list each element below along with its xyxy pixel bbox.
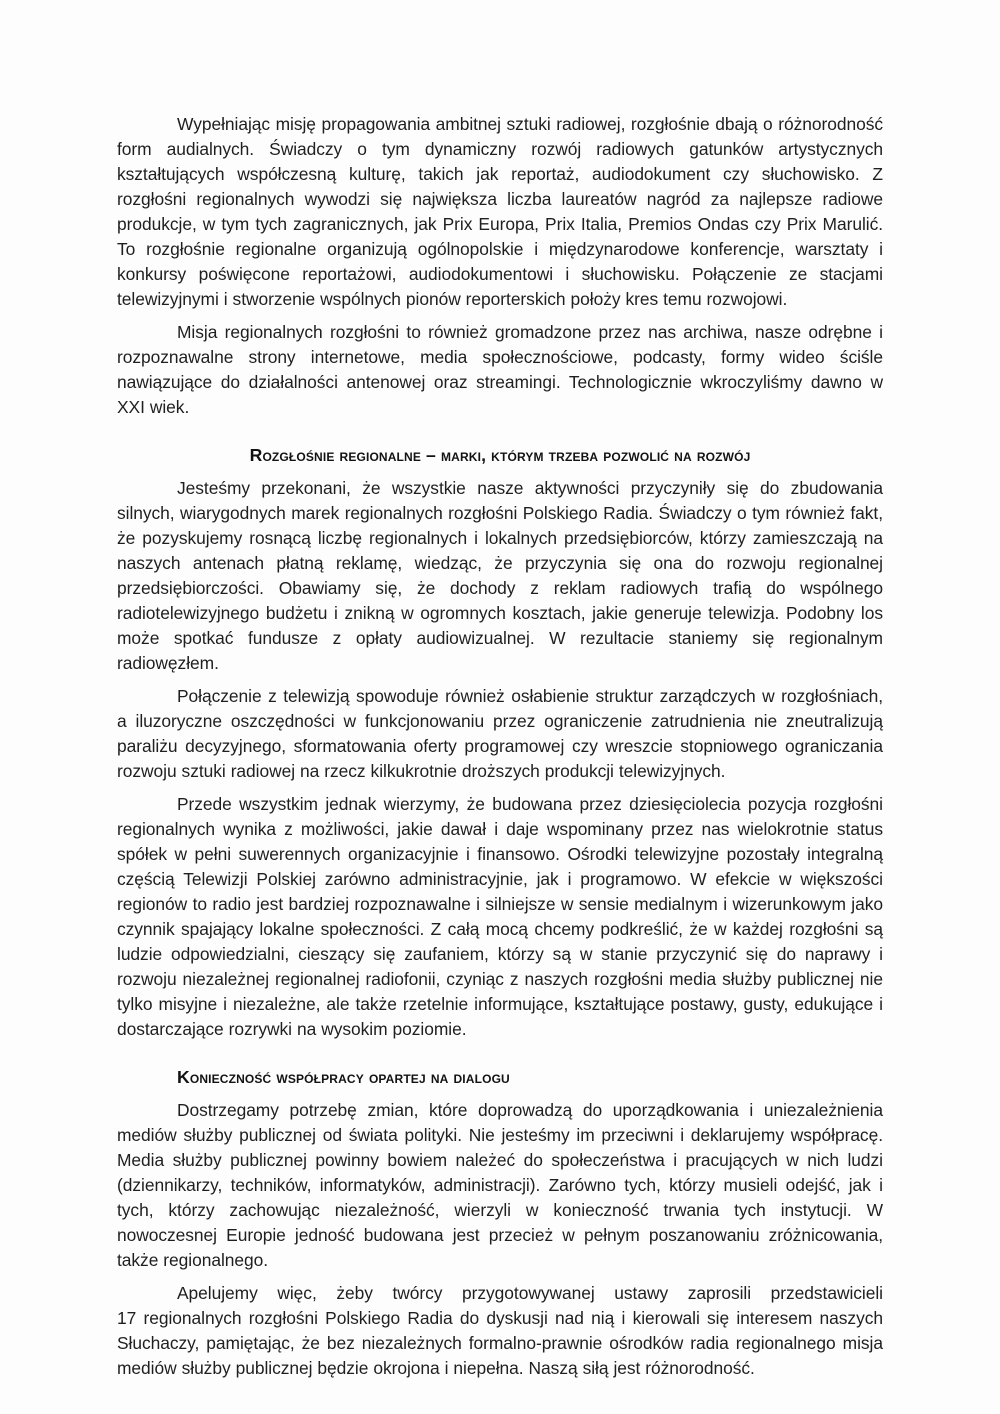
heading-spacer-bottom (117, 468, 883, 476)
heading-spacer-top (117, 420, 883, 442)
heading-spacer-bottom (117, 1090, 883, 1098)
heading-spacer-top (117, 1042, 883, 1064)
paragraph-spacer (117, 1273, 883, 1281)
section-heading-brands: Rozgłośnie regionalne – marki, którym trzeba pozwolić na rozwój (249, 445, 751, 465)
document-text-column (117, 112, 883, 1381)
paragraph-mission-diversity: Wypełniając misję propagowania ambitnej sztuki radiowej, rozgłośnie dbają o różnorodność form audialnych. Świadczy o tym dynamiczny rozwój radiowych gatunków artystycznych kształtujących współczesną kulturę, takich jak reportaż, audiodokument czy słuchowisko. Z rozgłośni regionalnych wywodzi się największa liczba laureatów nagród za najlepsze radiowe produkcje, w tym tych zagranicznych, jak Prix Europa, Prix Italia, Premios Ondas czy Prix Marulić. To rozgłośnie regionalne organizują ogólnopolskie i międzynarodowe konferencje, warsztaty i konkursy poświęcone reportażowi, audiodokumentowi i słuchowisku. Połączenie ze stacjami telewizyjnymi i stworzenie wspólnych pionów reporterskich położy kres temu rozwojowi. (117, 114, 883, 309)
paragraph-spacer (117, 784, 883, 792)
paragraph-appeal (117, 1281, 883, 1381)
paragraph-appeal-first-line: Apelujemy więc, żeby twórcy przygotowywanej ustawy zaprosili przedstawicieli (177, 1283, 883, 1303)
section-heading-dialogue: Konieczność współpracy opartej na dialogu (177, 1067, 510, 1087)
paragraph-appeal-remainder: 17 regionalnych rozgłośni Polskiego Radia do dyskusji nad nią i kierowali się interesem naszych Słuchaczy, pamiętając, że bez niezależnych formalno-prawnie ośrodków radia regionalnego misja mediów służby publicznej będzie okrojona i niepełna. Naszą siłą jest różnorodność. (117, 1308, 883, 1378)
paragraph-public-media-independence: Dostrzegamy potrzebę zmian, które doprowadzą do uporządkowania i uniezależnienia mediów służby publicznej od świata polityki. Nie jesteśmy im przeciwni i deklarujemy współpracę. Media służby publicznej powinny bowiem należeć do społeczeństwa i pracujących w nich ludzi (dziennikarzy, techników, informatyków, administracji). Zarówno tych, którzy musieli odejść, jak i tych, którzy zachowując niezależność, wierzyli w konieczność trwania tych instytucji. W nowoczesnej Europie jedność budowana jest przecież w pełnym poszanowaniu zróżnicowania, także regionalnego. (117, 1100, 883, 1270)
paragraph-company-status: Przede wszystkim jednak wierzymy, że budowana przez dziesięciolecia pozycja rozgłośni regionalnych wynika z możliwości, jakie dawał i daje wspominany przez nas wielokrotnie status spółek w pełni suwerennych organizacyjnie i finansowo. Ośrodki telewizyjne pozostały integralną częścią Telewizji Polskiej zarówno administracyjnie, jak i programowo. W efekcie w większości regionów to radio jest bardziej rozpoznawalne i silniejsze w sensie medialnym i wizerunkowym jako czynnik spajający lokalne społeczności. Z całą mocą chcemy podkreślić, że w każdej rozgłośni są ludzie odpowiedzialni, cieszący się zaufaniem, którzy są w stanie przyczynić się do naprawy i rozwoju niezależnej regionalnej radiofonii, czyniąc z naszych rozgłośni media służby publicznej nie tylko misyjne i niezależne, ale także rzetelnie informujące, kształtujące postawy, gusty, edukujące i dostarczające rozrywki na wysokim poziomie. (117, 794, 883, 1039)
paragraph-spacer (117, 676, 883, 684)
paragraph-management-weakening: Połączenie z telewizją spowoduje również osłabienie struktur zarządczych w rozgłośniach, a iluzoryczne oszczędności w funkcjonowaniu przez ograniczenie zatrudnienia nie zneutralizują paraliżu decyzyjnego, sformatowania oferty programowej czy wreszcie stopniowego ograniczania rozwoju sztuki radiowej na rzecz kilkukrotnie droższych produkcji telewizyjnych. (117, 686, 883, 781)
paragraph-spacer (117, 312, 883, 320)
paragraph-archives-digital: Misja regionalnych rozgłośni to również gromadzone przez nas archiwa, nasze odrębne i rozpoznawalne strony internetowe, media społecznościowe, podcasty, formy wideo ściśle nawiązujące do działalności antenowej oraz streamingi. Technologicznie wkroczyliśmy dawno w XXI wiek. (117, 322, 883, 417)
paragraph-strong-brands: Jesteśmy przekonani, że wszystkie nasze aktywności przyczyniły się do zbudowania silnych, wiarygodnych marek regionalnych rozgłośni Polskiego Radia. Świadczy o tym również fakt, że pozyskujemy rosnącą liczbę regionalnych i lokalnych przedsiębiorców, którzy zamieszczają na naszych antenach płatną reklamę, wiedząc, że przyczynia się ona do rozwoju regionalnej przedsiębiorczości. Obawiamy się, że dochody z reklam radiowych trafią do wspólnego radiotelewizyjnego budżetu i znikną w ogromnych kosztach, jakie generuje telewizja. Podobny los może spotkać fundusze z opłaty audiowizualnej. W rezultacie staniemy się regionalnym radiowęzłem. (117, 478, 883, 673)
